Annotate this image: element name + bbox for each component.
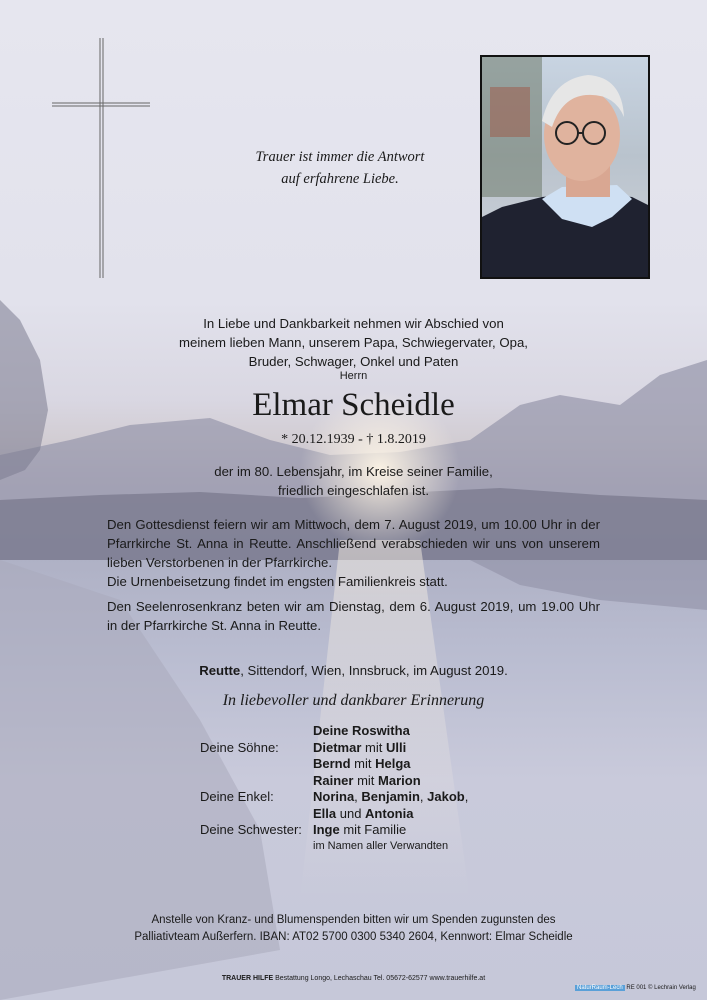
remembrance-line: In liebevoller und dankbarer Erinnerung	[222, 692, 485, 709]
mourner-label: Deine Söhne:	[200, 739, 279, 755]
rosary-paragraph: Den Seelenrosenkranz beten wir am Dienstag, dem 6. August 2019, um 19.00 Uhr in der Pfarrkirche St. Anna in Reutte.	[107, 599, 600, 633]
passing-line: der im 80. Lebensjahr, im Kreise seiner Familie,	[214, 464, 493, 479]
mourner-name: Dietmar	[313, 739, 362, 755]
passing-line: friedlich eingeschlafen ist.	[277, 483, 429, 498]
footer-imprint	[0, 975, 707, 982]
mourner-connector: und	[336, 805, 366, 821]
mourner-label	[200, 723, 313, 740]
motto	[200, 146, 480, 190]
mourner-row	[200, 740, 600, 757]
mourner-connector: ,	[354, 789, 362, 804]
portrait-illustration	[482, 57, 648, 277]
mourner-label: Deine Enkel:	[200, 789, 274, 804]
mourner-names	[313, 822, 406, 839]
mourner-name: Antonia	[365, 805, 414, 821]
life-dates: * 20.12.1939 - † 1.8.2019	[281, 432, 426, 447]
place-date	[0, 661, 707, 680]
latin-cross-outline-icon	[52, 38, 152, 283]
mourner-names	[313, 773, 421, 790]
mourner-name: Ulli	[385, 739, 407, 755]
mourner-row	[200, 822, 600, 839]
place-name: Reutte	[199, 663, 241, 678]
donation-line: Anstelle von Kranz- und Blumenspenden bitten wir um Spenden zugunsten des	[151, 914, 556, 926]
intro-text	[0, 314, 707, 371]
motto-line: Trauer ist immer die Antwort	[255, 149, 425, 165]
footer-badge: NaturRaum-Lech	[577, 985, 623, 991]
mourner-connector: mit	[350, 756, 376, 771]
footer-brand: TRAUER HILFE	[221, 975, 274, 982]
footer-right	[575, 985, 696, 991]
mourner-label: Deine Schwester:	[200, 822, 302, 837]
donation-note	[0, 912, 707, 946]
urn-paragraph: Die Urnenbeisetzung findet im engsten Familienkreis statt.	[107, 574, 448, 589]
mourner-row	[200, 756, 600, 773]
mourner-name: Inge	[313, 822, 340, 837]
mourner-name: Benjamin	[361, 789, 420, 804]
passing-text	[0, 462, 707, 500]
motto-line: auf erfahrene Liebe.	[281, 171, 399, 187]
service-paragraph: Den Gottesdienst feiern wir am Mittwoch, dem 7. August 2019, um 10.00 Uhr in der Pfarrkirche St. Anna in Reutte. Anschließend verabschieden wir uns von unserem lieben Verstorbenen in der Pfarrkirche.	[107, 517, 600, 570]
footer-publisher: © Lechrain Verlag	[648, 985, 696, 991]
relatives-note: im Namen aller Verwandten	[313, 840, 449, 852]
mourner-row	[200, 789, 600, 806]
mourner-connector: mit Familie	[339, 822, 407, 837]
mourner-name: Jakob	[427, 789, 465, 804]
portrait-photo	[480, 55, 650, 279]
mourner-connector: ,	[464, 789, 469, 804]
mourner-names	[313, 740, 406, 757]
mourner-name: Ella	[313, 805, 337, 821]
mourner-label	[200, 756, 313, 773]
donation-line: Palliativteam Außerfern. IBAN: AT02 5700 0300 5340 2604, Kennwort: Elmar Scheidle	[134, 931, 573, 943]
mourner-connector: mit	[353, 772, 379, 788]
mourner-name: Marion	[378, 772, 421, 788]
salutation: Herrn	[339, 370, 368, 382]
mourner-row	[200, 773, 600, 790]
mourner-names	[313, 756, 411, 773]
intro-line: Bruder, Schwager, Onkel und Paten	[248, 354, 459, 369]
mourner-name: Bernd	[313, 756, 351, 771]
mourner-connector: mit	[361, 739, 386, 755]
mourners-list	[200, 723, 600, 839]
mourner-label	[200, 806, 313, 823]
deceased-name: Elmar Scheidle	[252, 387, 455, 423]
mourner-name: Rainer	[313, 772, 354, 788]
intro-line: meinem lieben Mann, unserem Papa, Schwiegervater, Opa,	[179, 335, 528, 350]
intro-line: In Liebe und Dankbarkeit nehmen wir Abschied von	[203, 316, 504, 331]
mourner-connector: ,	[419, 789, 428, 804]
place-rest: , Sittendorf, Wien, Innsbruck, im August 2019.	[240, 663, 508, 678]
mourner-name: Helga	[375, 756, 411, 771]
mourner-names	[313, 789, 468, 806]
mourner-row	[200, 806, 600, 823]
mourner-names	[313, 806, 413, 823]
mourner-name: Deine Roswitha	[313, 723, 410, 738]
footer-code: RE 001	[626, 985, 647, 991]
footer-text: Bestattung Longo, Lechaschau Tel. 05672-62577 www.trauerhilfe.at	[275, 975, 486, 982]
mourner-names	[313, 723, 410, 740]
mourner-label	[200, 773, 313, 790]
mourner-name: Norina	[313, 789, 355, 804]
mourner-row	[200, 723, 600, 740]
